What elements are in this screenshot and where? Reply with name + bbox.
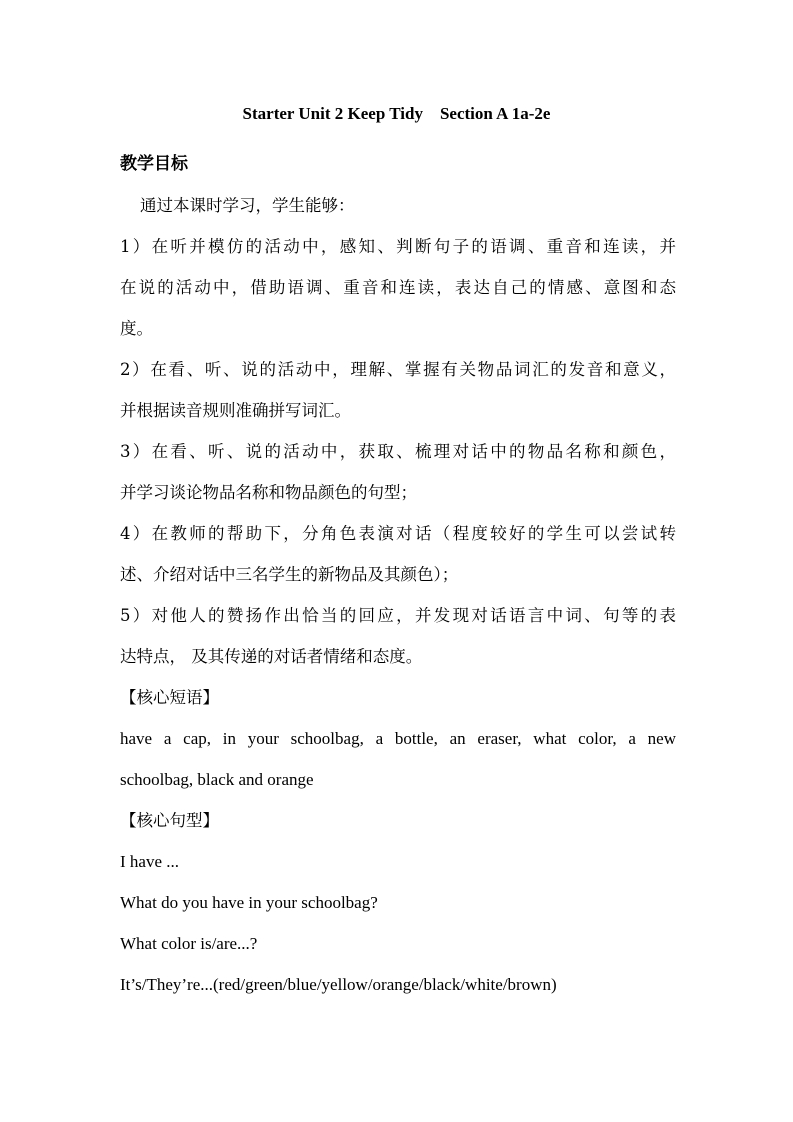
document-body (120, 144, 676, 1005)
objective-line: 并学习谈论物品名称和物品颜色的句型； (120, 483, 417, 502)
core-phrases-line: have a cap, in your schoolbag, a bottle, an eraser, what color, a new (120, 729, 676, 748)
objective-line: 述、介绍对话中三名学生的新物品及其颜色）； (120, 565, 459, 584)
core-sentence: It’s/They’re...(red/green/blue/yellow/orange/black/white/brown) (120, 975, 557, 994)
core-sentence: I have ... (120, 852, 180, 871)
objective-line: 3）在看、听、说的活动中，获取、梳理对话中的物品名称和颜色， (120, 442, 676, 461)
objective-line: 并根据读音规则准确拼写词汇。 (120, 401, 351, 420)
objective-5 (120, 595, 676, 677)
objective-line: 1）在听并模仿的活动中，感知、判断句子的语调、重音和连读，并 (120, 237, 676, 256)
core-phrases-line: schoolbag, black and orange (120, 770, 314, 789)
objective-4 (120, 513, 676, 595)
core-sentence: What do you have in your schoolbag? (120, 893, 378, 912)
core-phrases-heading: 【核心短语】 (120, 688, 219, 707)
objective-line: 2）在看、听、说的活动中，理解、掌握有关物品词汇的发音和意义， (120, 360, 676, 379)
objective-line: 5）对他人的赞扬作出恰当的回应，并发现对话语言中词、句等的表 (120, 606, 676, 625)
objectives-heading: 教学目标 (120, 154, 188, 174)
objective-2 (120, 349, 676, 431)
objective-line: 达特点， 及其传递的对话者情绪和态度。 (120, 647, 423, 666)
objectives-intro: 通过本课时学习，学生能够： (140, 196, 355, 215)
objective-line: 在说的活动中，借助语调、重音和连读，表达自己的情感、意图和态 (120, 278, 676, 297)
objective-1 (120, 226, 676, 349)
core-sentence: What color is/are...? (120, 934, 258, 953)
core-sentences-heading: 【核心句型】 (120, 811, 219, 830)
page-title: Starter Unit 2 Keep Tidy Section A 1a-2e (242, 104, 551, 123)
objective-3 (120, 431, 676, 513)
objective-line: 度。 (120, 319, 153, 338)
objective-line: 4）在教师的帮助下，分角色表演对话（程度较好的学生可以尝试转 (120, 524, 676, 543)
